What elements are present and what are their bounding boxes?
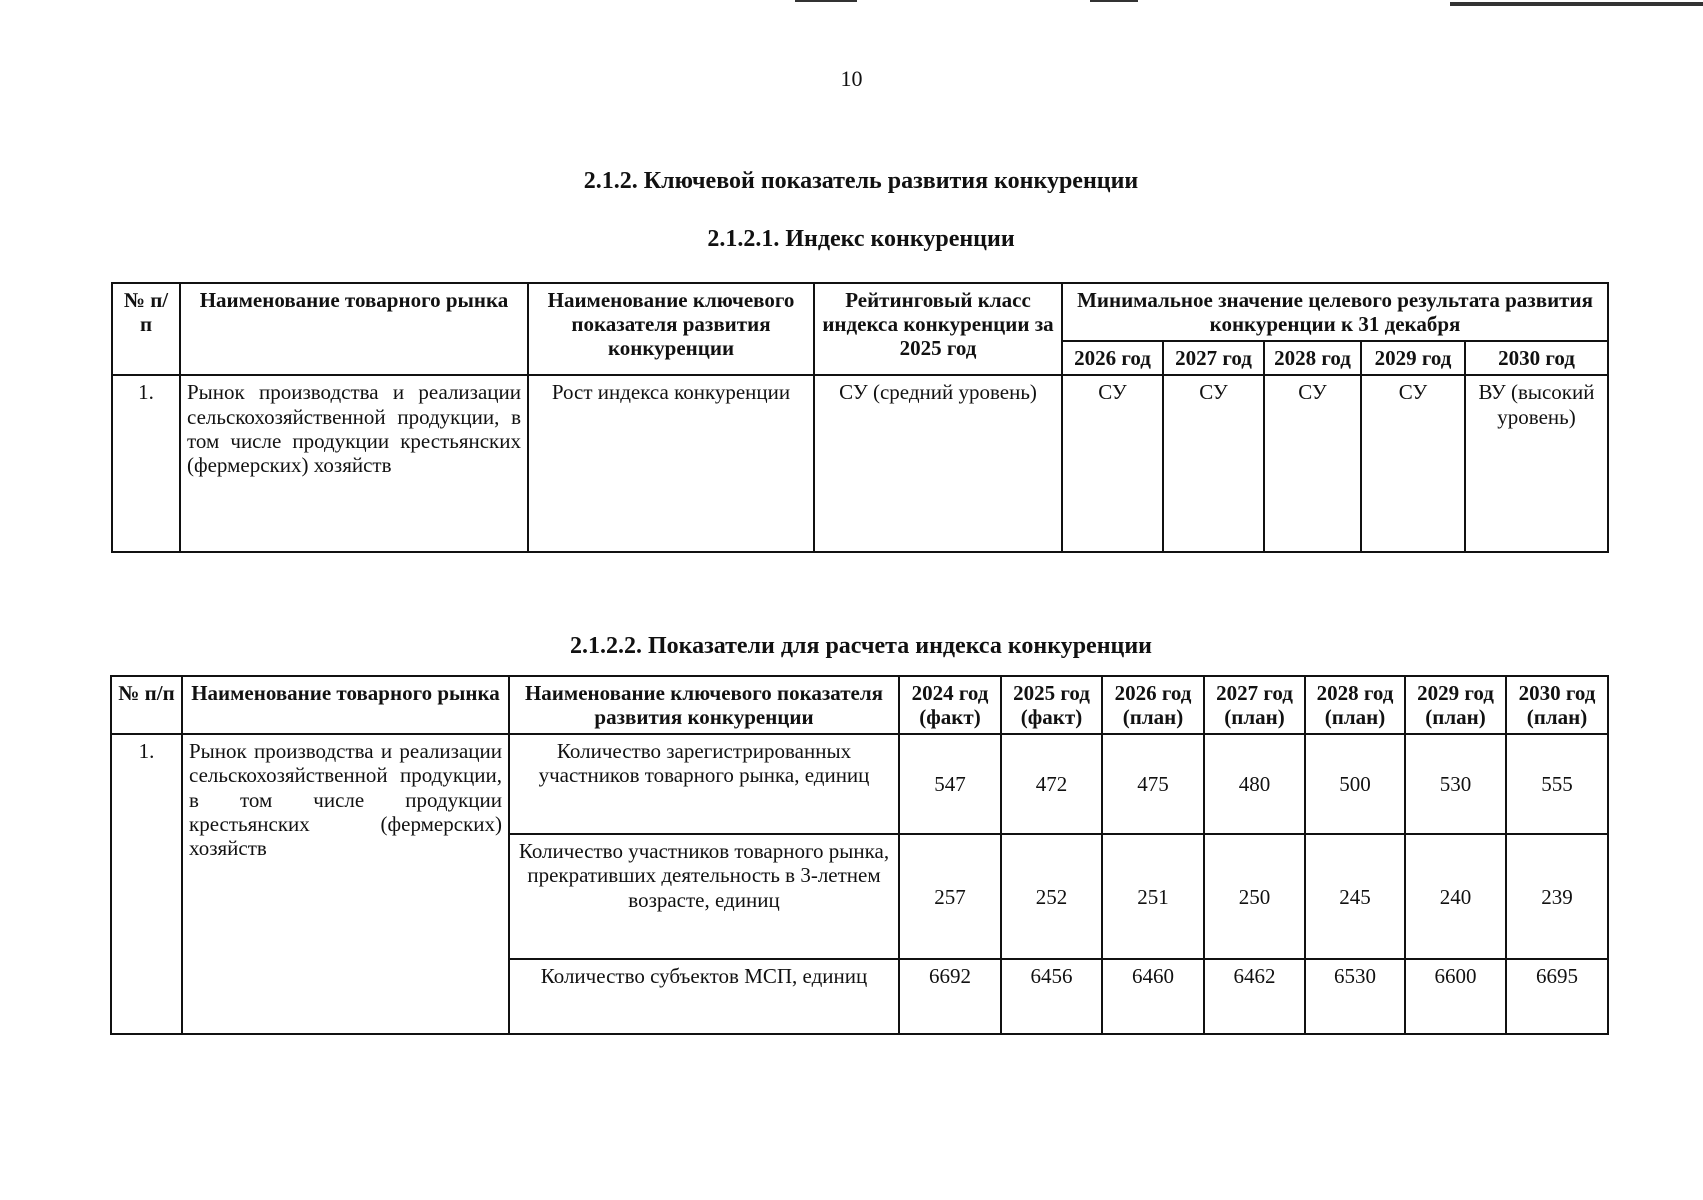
value-cell: 475: [1102, 734, 1204, 834]
indicator-name: Количество зарегистрированных участников товарного рынка, единиц: [509, 734, 899, 834]
header-year: 2024 год (факт): [899, 676, 1001, 734]
table-row: [112, 375, 1608, 552]
indicator-name: Рост индекса конкуренции: [528, 375, 814, 552]
row-num: 1.: [111, 734, 182, 1034]
header-year: 2026 год: [1062, 341, 1163, 375]
header-year: 2027 год (план): [1204, 676, 1305, 734]
value-cell: 251: [1102, 834, 1204, 959]
value-cell: 6462: [1204, 959, 1305, 1034]
year-value: СУ: [1361, 375, 1465, 552]
value-cell: 240: [1405, 834, 1506, 959]
header-year: 2030 год (план): [1506, 676, 1608, 734]
header-indicator: Наименование ключевого показателя развития конкуренции: [509, 676, 899, 734]
value-cell: 6460: [1102, 959, 1204, 1034]
scan-artifact-line: [1450, 2, 1703, 6]
header-rating: Рейтинговый класс индекса конкуренции за 2025 год: [814, 283, 1062, 375]
year-value: СУ: [1062, 375, 1163, 552]
value-cell: 472: [1001, 734, 1102, 834]
value-cell: 480: [1204, 734, 1305, 834]
year-value: СУ: [1163, 375, 1264, 552]
value-cell: 6456: [1001, 959, 1102, 1034]
market-name: Рынок производства и реализации сельскохозяйственной продукции, в том числе продукции крестьянских (фермерских) хозяйств: [180, 375, 528, 552]
indicator-name: Количество участников товарного рынка, прекративших деятельность в 3-летнем возрасте, единиц: [509, 834, 899, 959]
header-year: 2029 год (план): [1405, 676, 1506, 734]
scan-artifact-line: [1090, 0, 1138, 2]
header-min-value: Минимальное значение целевого результата развития конкуренции к 31 декабря: [1062, 283, 1608, 341]
header-year: 2026 год (план): [1102, 676, 1204, 734]
header-market: Наименование товарного рынка: [182, 676, 509, 734]
header-num: № п/п: [112, 283, 180, 375]
value-cell: 257: [899, 834, 1001, 959]
value-cell: 6600: [1405, 959, 1506, 1034]
value-cell: 239: [1506, 834, 1608, 959]
value-cell: 555: [1506, 734, 1608, 834]
header-year: 2029 год: [1361, 341, 1465, 375]
value-cell: 500: [1305, 734, 1405, 834]
table1-title: 2.1.2.1. Индекс конкуренции: [707, 226, 1015, 252]
value-cell: 547: [899, 734, 1001, 834]
indicator-name: Количество субъектов МСП, единиц: [509, 959, 899, 1034]
table2-title: 2.1.2.2. Показатели для расчета индекса конкуренции: [569, 633, 1153, 659]
scan-artifact-line: [795, 0, 857, 2]
header-year: 2028 год: [1264, 341, 1361, 375]
calculation-indicators-table: [110, 675, 1609, 1035]
header-year: 2028 год (план): [1305, 676, 1405, 734]
competition-index-table: [111, 282, 1609, 553]
value-cell: 6530: [1305, 959, 1405, 1034]
value-cell: 245: [1305, 834, 1405, 959]
header-num: № п/п: [111, 676, 182, 734]
header-indicator: Наименование ключевого показателя развития конкуренции: [528, 283, 814, 375]
section-heading: 2.1.2. Ключевой показатель развития конкуренции: [583, 168, 1139, 194]
header-market: Наименование товарного рынка: [180, 283, 528, 375]
value-cell: 250: [1204, 834, 1305, 959]
value-cell: 252: [1001, 834, 1102, 959]
page-number: 10: [840, 66, 863, 91]
market-name: Рынок производства и реализации сельскохозяйственной продукции, в том числе продукции крестьянских (фермерских) хозяйств: [182, 734, 509, 1034]
row-num: 1.: [112, 375, 180, 552]
value-cell: 530: [1405, 734, 1506, 834]
year-value: ВУ (высокий уровень): [1465, 375, 1608, 552]
header-year: 2025 год (факт): [1001, 676, 1102, 734]
value-cell: 6695: [1506, 959, 1608, 1034]
rating-class: СУ (средний уровень): [814, 375, 1062, 552]
header-year: 2030 год: [1465, 341, 1608, 375]
year-value: СУ: [1264, 375, 1361, 552]
header-year: 2027 год: [1163, 341, 1264, 375]
table-row: [111, 734, 1608, 834]
value-cell: 6692: [899, 959, 1001, 1034]
